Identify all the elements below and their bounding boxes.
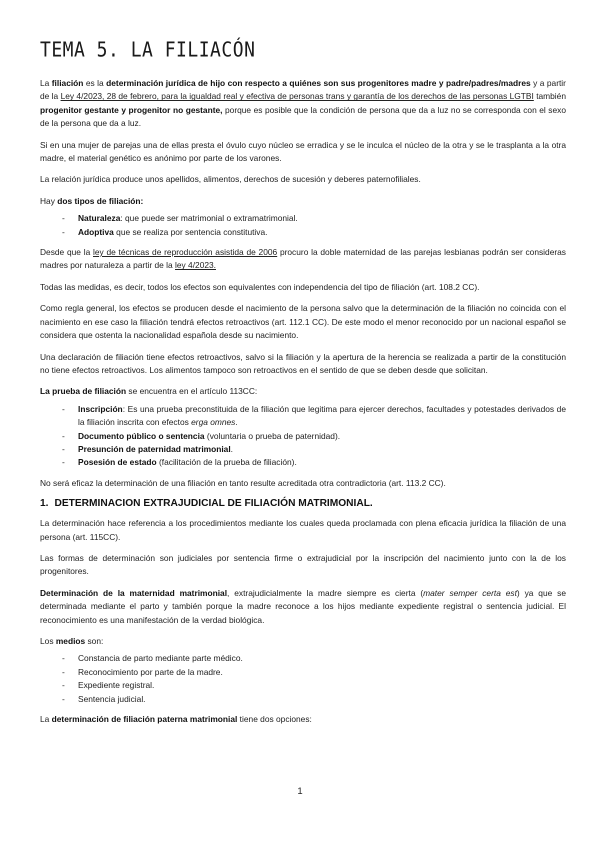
text: también	[533, 91, 566, 102]
text: La	[40, 78, 52, 88]
bold-text: determinación jurídica de hijo con respecto a quiénes son sus progenitores madre y padre/padres/madres	[106, 78, 531, 88]
prueba-intro	[40, 385, 566, 398]
text: Desde que la	[40, 247, 93, 258]
text: La	[40, 714, 52, 725]
text: y a partir de la	[40, 78, 566, 102]
text: , extrajudicialmente la madre siempre es cierta (	[227, 587, 424, 598]
paragraph-paterna	[40, 713, 566, 726]
bold-text: filiación	[51, 78, 84, 88]
text: .	[230, 443, 233, 454]
list-item: - Sentencia judicial.	[62, 693, 566, 706]
text: .	[235, 417, 238, 428]
paragraph-ovulo: Si en una mujer de parejas una de ellas presta el óvulo cuyo núcleo se erradica y se le inculca el núcleo de la otra y se le trasplanta a la otra madre, el material genético es anónimo por parte de los varones.	[40, 139, 566, 164]
section-title: DETERMINACION EXTRAJUDICIAL DE FILIACIÓN MATRIMONIAL.	[54, 498, 373, 510]
paragraph-eficacia: No será eficaz la determinación de una filiación en tanto resulte acreditada otra contradictoria (art. 113.2 CC).	[40, 477, 446, 488]
underlined-law-reference: ley 4/2023.	[175, 260, 216, 271]
paragraph-formas: Las formas de determinación son judiciales por sentencia firme o extrajudicial por la inscripción del nacimiento junto con la de los progenitores.	[40, 552, 566, 577]
tipos-intro	[40, 195, 566, 208]
text: : Es una prueba preconstituida de la filiación que legitima para ejercer derechos, facultades y potestades derivados de la filiación inscrita con efectos	[78, 403, 566, 428]
bold-text: Presunción de paternidad matrimonial	[78, 443, 231, 454]
paragraph-regla-general: Como regla general, los efectos se producen desde el nacimiento de la persona salvo que la determinación de la filiación no coincida con el nacimiento en ese caso la filiación tendrá efectos retroactivos (art. 112.1 CC). De este modo el menor reconocido por un nacional español se considera que ostenta la nacionalidad española desde su nacimiento.	[40, 303, 566, 341]
bold-text: medios	[55, 636, 86, 646]
list-item	[62, 212, 566, 225]
list-item	[62, 430, 566, 443]
bold-text: determinación de filiación paterna matrimonial	[51, 714, 238, 725]
paragraph-declaracion: Una declaración de filiación tiene efectos retroactivos, salvo si la filiación y la apertura de la herencia se realizada a partir de la constitución no tiene efectos retroactivos. Los alimentos tampoco son retroactivos en el sentido de que se deben desde que solicitan.	[40, 351, 566, 375]
paragraph-determinacion: La determinación hace referencia a los procedimientos mediante los cuales queda proclamada con plena eficacia jurídica la filiación de una persona (art. 115CC).	[40, 518, 566, 542]
text: son:	[85, 636, 104, 646]
medios-intro	[40, 635, 566, 648]
bold-text: La prueba de filiación	[40, 386, 127, 397]
page-number: 1	[297, 786, 303, 797]
paragraph-maternidad	[40, 587, 566, 627]
underlined-law-reference: ley de técnicas de reproducción asistida de 2006	[93, 247, 278, 258]
bold-text: Inscripción	[78, 403, 123, 414]
text: tiene dos opciones:	[237, 714, 312, 725]
paragraph-medidas: Todas las medidas, es decir, todos los efectos son equivalentes con independencia del tipo de filiación (art. 108.2 CC).	[40, 281, 480, 292]
text: (facilitación de la prueba de filiación).	[156, 457, 297, 468]
bold-text: dos tipos de filiación:	[57, 195, 144, 206]
underlined-law-reference: Ley 4/2023, 28 de febrero, para la igualdad real y efectiva de personas trans y garantía de los derechos de las personas LGTBI	[60, 91, 534, 102]
text: es la	[83, 78, 107, 88]
bold-text: Posesión de estado	[78, 457, 157, 468]
text: que se realiza por sentencia constitutiva.	[113, 226, 268, 237]
tipos-list	[40, 212, 566, 239]
bold-text: Adoptiva	[78, 226, 114, 237]
list-item: - Reconocimiento por parte de la madre.	[62, 666, 566, 679]
medios-list	[40, 652, 566, 706]
paragraph-relacion-juridica: La relación jurídica produce unos apellidos, alimentos, derechos de sucesión y deberes paternofiliales.	[40, 174, 421, 185]
text: : que puede ser matrimonial o extramatrimonial.	[120, 213, 298, 224]
text: Hay	[40, 195, 58, 206]
text: ) ya que se determinada mediante el parto y también porque la madre reconoce a los hijos mediante expediente registral o sentencia judicial. El reconocimiento es una manifestación de la verdad biológica.	[40, 587, 566, 625]
text: se encuentra en el artículo 113CC:	[126, 386, 258, 397]
section-heading	[40, 498, 566, 509]
bold-text: Determinación de la maternidad matrimonial	[40, 587, 228, 598]
intro-paragraph	[40, 77, 566, 131]
bold-text: progenitor gestante y progenitor no gestante,	[40, 104, 223, 115]
italic-text: erga omnes	[191, 417, 236, 428]
list-item: - Expediente registral.	[62, 679, 566, 692]
page-title: TEMA 5. LA FILIACÓN	[40, 38, 256, 63]
prueba-list	[40, 403, 566, 470]
bold-text: Documento público o sentencia	[78, 430, 205, 441]
list-item	[62, 226, 566, 239]
text: procuro la doble maternidad de las parejas lesbianas podrán ser consideras madres por naturaleza a partir de la	[40, 247, 566, 271]
list-item: - Constancia de parto mediante parte médico.	[62, 652, 566, 665]
italic-text: mater semper certa est	[423, 587, 517, 598]
paragraph-reproduccion-asistida	[40, 246, 566, 273]
text: porque es posible que la condición de persona que da a luz no se corresponda con el sexo de la persona que da a luz.	[40, 104, 566, 129]
bold-text: Naturaleza	[78, 213, 121, 224]
list-item	[62, 456, 566, 469]
list-item	[62, 403, 566, 430]
text: Los	[40, 636, 56, 646]
section-number: 1.	[40, 498, 49, 510]
list-item	[62, 443, 566, 456]
text: (voluntaria o prueba de paternidad).	[204, 430, 341, 441]
